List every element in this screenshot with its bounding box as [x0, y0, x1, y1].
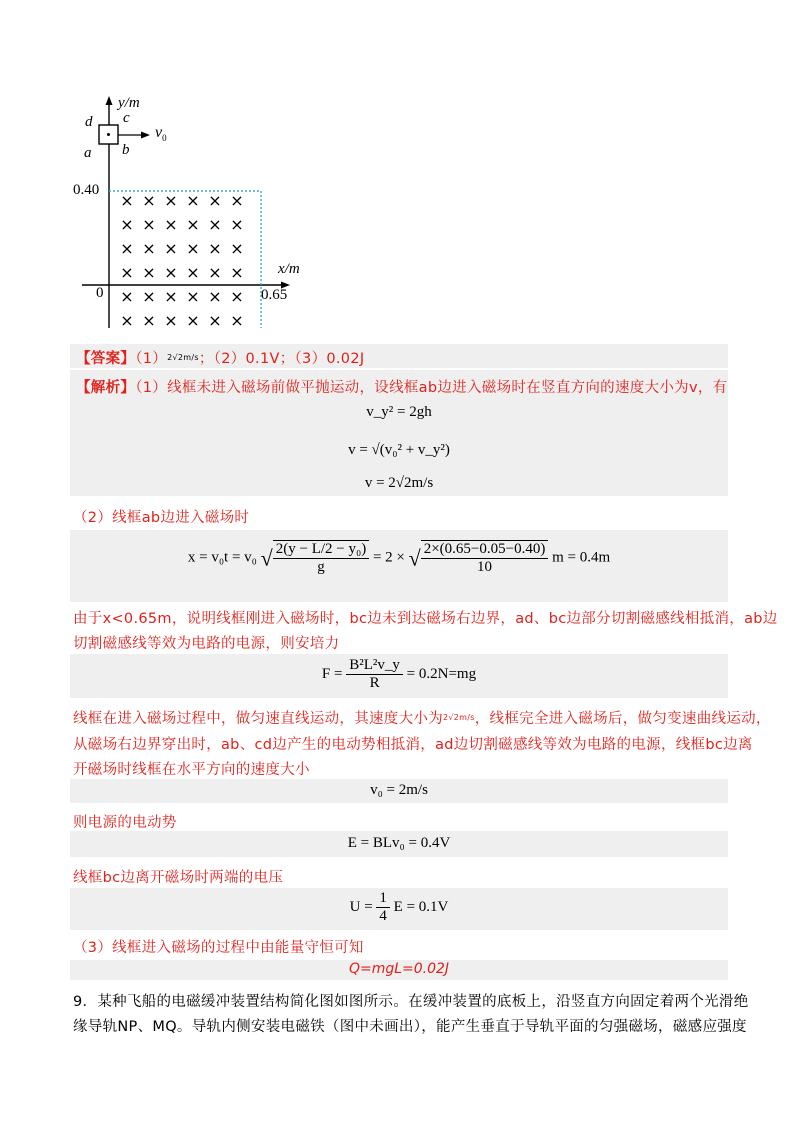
- problem-9-line-2: 缘导轨NP、MQ。导轨内侧安装电磁铁（图中未画出），能产生垂直于导轨平面的匀强磁场，磁感应强度: [73, 1019, 747, 1035]
- eq-x-fraction-1: [273, 540, 369, 577]
- field-cross-5-4: ×: [208, 311, 222, 330]
- paragraph-1-line-2: 切割磁感线等效为电路的电源，则安培力: [73, 636, 340, 652]
- corner-label-c: c: [123, 110, 130, 126]
- field-boundary: [109, 191, 261, 328]
- paragraph-4: 线框bc边离开磁场时两端的电压: [73, 870, 284, 886]
- corner-label-a: a: [84, 145, 92, 161]
- eq-f-right: = 0.2N=mg: [406, 666, 477, 683]
- equation-e: E = BLv₀ = 0.4V: [347, 835, 451, 851]
- velocity-symbol: v: [155, 124, 163, 141]
- velocity-arrow-head: [141, 132, 150, 139]
- field-cross-2-5: ×: [230, 239, 244, 258]
- eq-x-den-1: g: [317, 559, 325, 576]
- field-cross-5-3: ×: [186, 311, 200, 330]
- eq-x-num-2: 2×(0.65−0.05−0.40): [421, 541, 549, 559]
- eq-x-mid: = 2 ×: [372, 549, 405, 566]
- field-cross-4-4: ×: [208, 287, 222, 306]
- field-cross-2-1: ×: [142, 239, 156, 258]
- field-cross-3-5: ×: [230, 263, 244, 282]
- eq-x-left: x = v₀t = v₀: [187, 549, 257, 566]
- equation-u: [70, 890, 728, 926]
- field-cross-3-1: ×: [142, 263, 156, 282]
- eq-x-fraction-2: [421, 540, 549, 577]
- field-cross-4-3: ×: [186, 287, 200, 306]
- para2-line1b: ，线框完全进入磁场后，做匀变速曲线运动，: [474, 711, 771, 727]
- paragraph-3: 则电源的电动势: [73, 815, 177, 831]
- analysis-line-1: [76, 376, 727, 397]
- velocity-label: [155, 124, 167, 143]
- equation-v: v = √(v₀² + v_y²): [348, 442, 450, 458]
- answer-part1-suffix: ；: [198, 351, 214, 367]
- frame-center: [107, 133, 110, 136]
- field-cross-1-0: ×: [120, 215, 134, 234]
- eq-f-fraction: [346, 657, 403, 693]
- field-cross-5-2: ×: [164, 311, 178, 330]
- field-cross-3-0: ×: [120, 263, 134, 282]
- field-cross-2-0: ×: [120, 239, 134, 258]
- field-cross-0-5: ×: [230, 191, 244, 210]
- field-cross-5-1: ×: [142, 311, 156, 330]
- equation-x: x = v₀t = v₀ √ $\frac{\text{2(y − L/2 − y₀)}}{g}$ = 2 × √ $\frac{2\times(0.65-0.05-0.40)}{10}$ m = 0.4m: [187, 541, 611, 576]
- field-cross-4-0: ×: [120, 287, 134, 306]
- eq-u-num: 1: [376, 890, 390, 908]
- field-cross-3-3: ×: [186, 263, 200, 282]
- y-axis-arrow: [106, 96, 113, 105]
- y-tick-label: 0.40: [73, 182, 100, 198]
- eq-f-left: F =: [321, 666, 343, 683]
- field-cross-5-5: ×: [230, 311, 244, 330]
- field-cross-2-4: ×: [208, 239, 222, 258]
- eq-u-right: E = 0.1V: [393, 899, 449, 916]
- answer-part1-prefix: （1）: [135, 351, 168, 367]
- x-tick-label: 0.65: [261, 287, 288, 303]
- equation-vy: v_y² = 2gh: [366, 404, 432, 420]
- eq-x-num-1: 2(y − L/2 − y₀): [273, 541, 369, 559]
- field-cross-1-5: ×: [230, 215, 244, 234]
- origin-label: 0: [96, 285, 104, 301]
- field-cross-5-0: ×: [120, 311, 134, 330]
- para2-speed: 2√2m/s: [443, 713, 475, 722]
- field-cross-0-3: ×: [186, 191, 200, 210]
- eq-f-num: B²L²v_y: [346, 657, 403, 675]
- answer-part3: （3）0.02J: [294, 351, 365, 367]
- eq-f-den: R: [369, 675, 380, 692]
- equation-v-value: v = 2√2m/s: [364, 475, 434, 491]
- equation-q: Q=mgL=0.02J: [348, 961, 450, 977]
- problem-9-line-1: 9．某种飞船的电磁缓冲装置结构简化图如图所示。在缓冲装置的底板上，沿竖直方向固定着两个光滑绝: [73, 994, 749, 1010]
- part3-title: （3）线框进入磁场的过程中由能量守恒可知: [73, 940, 364, 956]
- answer-line: [76, 347, 364, 368]
- field-cross-1-1: ×: [142, 215, 156, 234]
- eq-u-den: 4: [379, 908, 387, 925]
- eq-u-fraction: [376, 890, 390, 926]
- corner-label-b: b: [122, 142, 130, 158]
- field-cross-3-4: ×: [208, 263, 222, 282]
- answer-part1-value: 2√2m/s: [167, 353, 199, 362]
- analysis-line1-text: （1）线框未进入磁场前做平抛运动，设线框ab边进入磁场时在竖直方向的速度大小为v: [135, 380, 698, 396]
- eq-u-left: U =: [349, 899, 373, 916]
- x-axis-label: x/m: [278, 261, 300, 277]
- eq-x-den-2: 10: [477, 559, 493, 576]
- paragraph-1-line-1: 由于x<0.65m，说明线框刚进入磁场时，bc边未到达磁场右边界，ad、bc边部分切割磁感线相抵消，ab边: [73, 611, 778, 627]
- field-cross-1-2: ×: [164, 215, 178, 234]
- answer-part2: （2）0.1V；: [213, 351, 295, 367]
- para2-line1a: 线框在进入磁场过程中，做匀速直线运动，其速度大小为: [73, 711, 443, 727]
- eq-x-right: m = 0.4m: [552, 549, 611, 566]
- corner-label-d: d: [85, 114, 93, 130]
- analysis-tag: 【解析】: [76, 380, 136, 396]
- equation-v0: v₀ = 2m/s: [370, 782, 428, 798]
- field-cross-2-3: ×: [186, 239, 200, 258]
- velocity-subscript: 0: [162, 133, 167, 144]
- answer-tag: 【答案】: [76, 351, 136, 367]
- field-cross-0-4: ×: [208, 191, 222, 210]
- field-cross-1-4: ×: [208, 215, 222, 234]
- paragraph-2-line-3: 开磁场时线框在水平方向的速度大小: [73, 762, 310, 778]
- y-axis-label: y/m: [118, 95, 140, 111]
- field-cross-0-2: ×: [164, 191, 178, 210]
- field-cross-0-0: ×: [120, 191, 134, 210]
- field-cross-0-1: ×: [142, 191, 156, 210]
- part2-title: （2）线框ab边进入磁场时: [73, 510, 250, 526]
- field-cross-1-3: ×: [186, 215, 200, 234]
- paragraph-2-line-2: 从磁场右边界穿出时，ab、cd边产生的电动势相抵消，ad边切割磁感线等效为电路的电源，线框bc边离: [73, 737, 753, 753]
- magnetic-field-crosses: [120, 191, 243, 330]
- equation-f: [70, 657, 728, 693]
- field-diagram: [60, 90, 320, 340]
- analysis-line1-end: ，有: [697, 380, 728, 396]
- field-cross-4-2: ×: [164, 287, 178, 306]
- field-cross-3-2: ×: [164, 263, 178, 282]
- field-cross-2-2: ×: [164, 239, 178, 258]
- field-cross-4-5: ×: [230, 287, 244, 306]
- field-cross-4-1: ×: [142, 287, 156, 306]
- paragraph-2-line-1: [73, 707, 771, 728]
